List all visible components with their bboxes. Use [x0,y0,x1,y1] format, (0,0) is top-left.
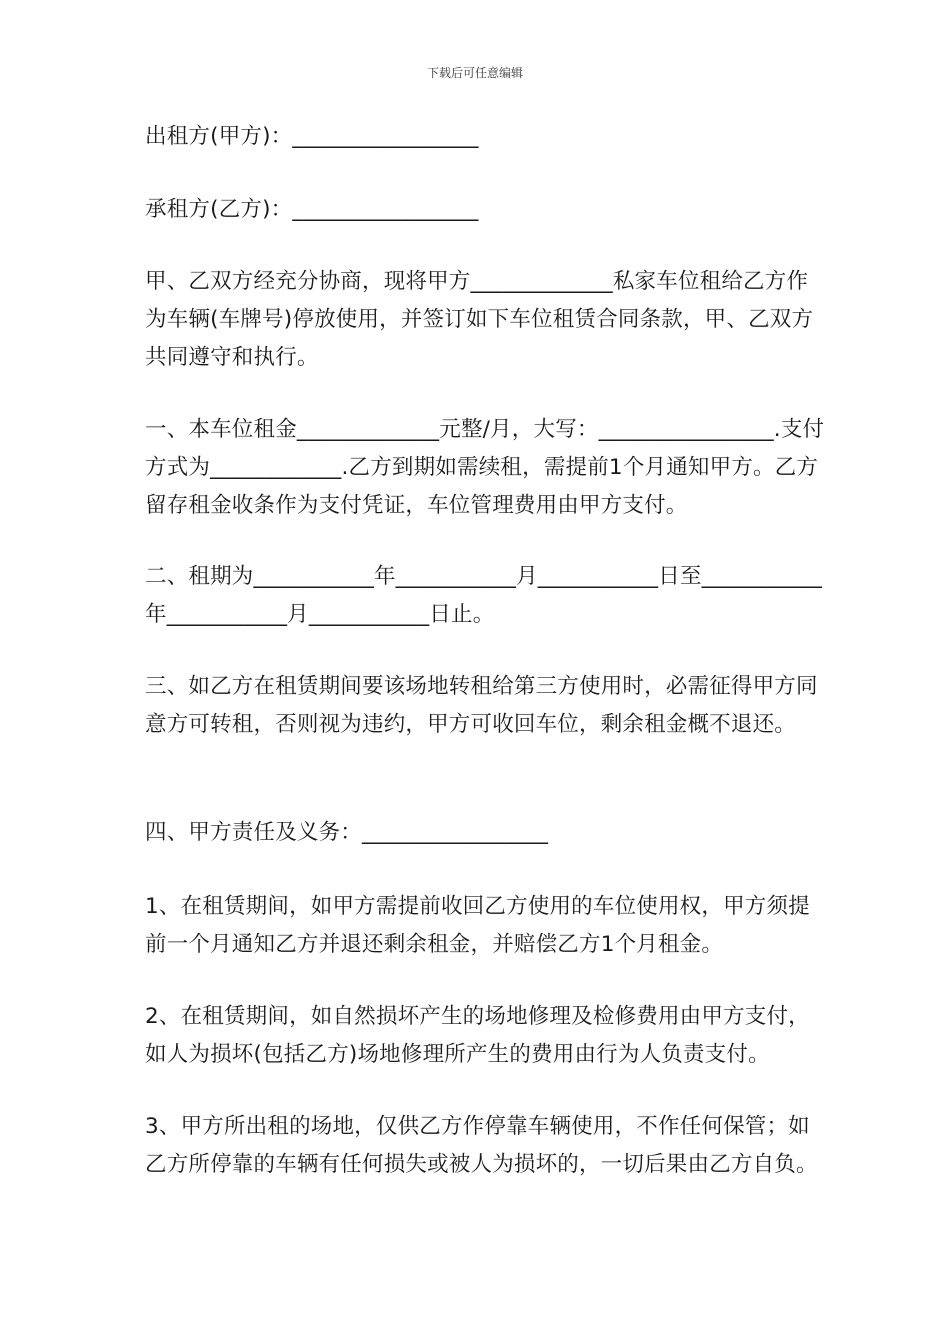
clause-1-paragraph: 一、本车位租金_____________元整/月，大写：________________.支付方式为____________.乙方到期如需续租，需提前1个月通知甲方。乙方留存租金收条作为支付凭证，车位管理费用由甲方支付。 [145,417,825,518]
intro-paragraph: 甲、乙双方经充分协商，现将甲方_____________私家车位租给乙方作为车辆(车牌号)停放使用，并签订如下车位租赁合同条款，甲、乙双方共同遵守和执行。 [145,269,814,370]
lessee-line: 承租方(乙方)：_________________ [145,197,479,222]
clause-3-paragraph: 三、如乙方在租赁期间要该场地转租给第三方使用时，必需征得甲方同意方可转租，否则视为违约，甲方可收回车位，剩余租金概不退还。 [145,674,818,737]
page-header-note: 下载后可任意编辑 [426,66,523,80]
clause-4-title: 四、甲方责任及义务：_________________ [145,820,549,845]
clause-4-item-2: 2、在租赁期间，如自然损坏产生的场地修理及检修费用由甲方支付，如人为损坏(包括乙方)场地修理所产生的费用由行为人负责支付。 [145,1004,810,1067]
lessor-line: 出租方(甲方)：_________________ [145,124,479,149]
clause-4-item-3: 3、甲方所出租的场地，仅供乙方作停靠车辆使用，不作任何保管；如乙方所停靠的车辆有任何损失或被人为损坏的，一切后果由乙方自负。 [145,1114,818,1177]
clause-4-item-1: 1、在租赁期间，如甲方需提前收回乙方使用的车位使用权，甲方须提前一个月通知乙方并退还剩余租金，并赔偿乙方1个月租金。 [145,894,810,957]
clause-2-paragraph: 二、租期为___________年___________月___________日至___________年___________月___________日止。 [145,564,823,627]
